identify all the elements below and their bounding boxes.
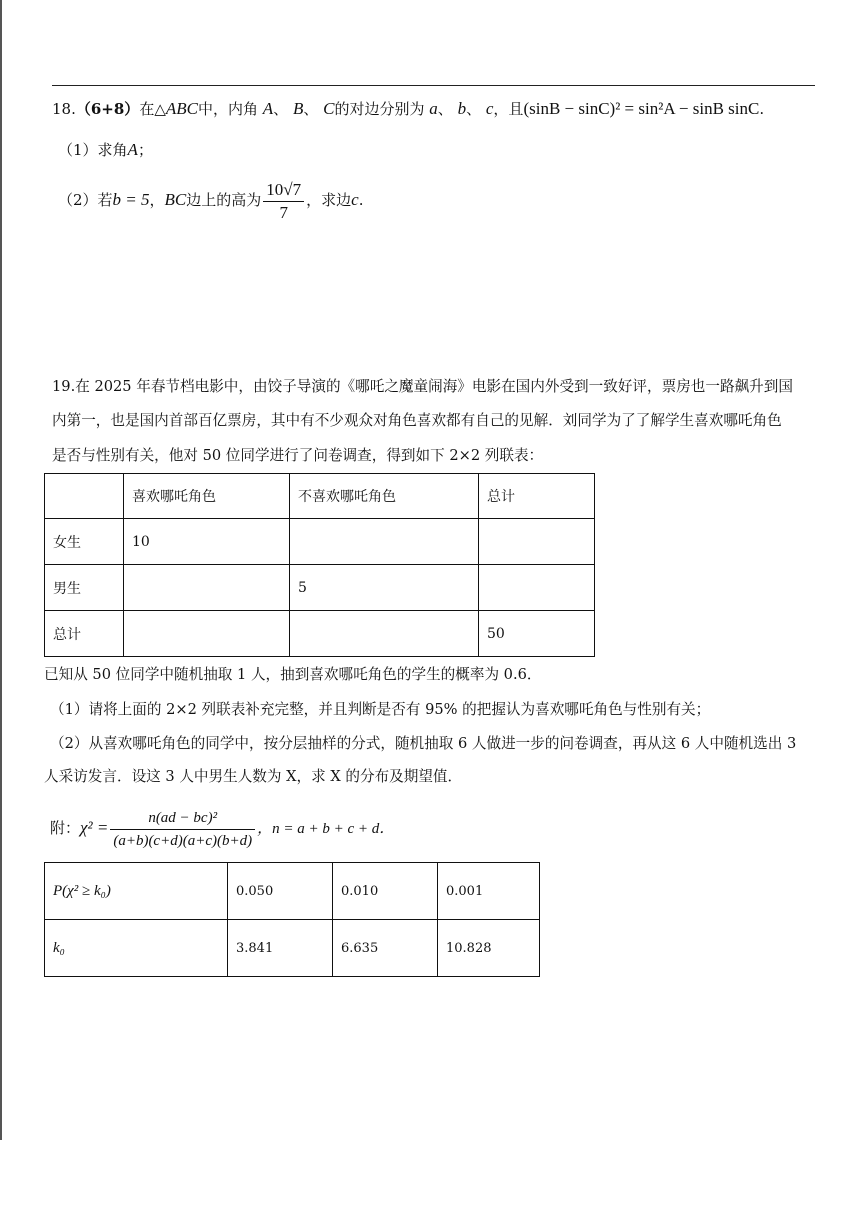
q18-part2-seg: BC [164,190,187,209]
q19-appendix [50,806,394,852]
q18-part2-label: （2）若 [58,191,113,209]
table-cell [45,474,124,519]
q18-part2-var: c [351,190,359,209]
table-cell: 3.841 [228,920,333,977]
table-row [45,863,540,920]
q18-sep3: 、 [437,100,453,118]
q18-part2-cond: b = 5 [112,190,150,209]
table-cell: 10 [124,519,290,565]
q18-part2 [58,178,363,224]
q18-height-fraction [263,179,304,224]
q18-text-a: 在△ [139,100,166,118]
table-cell [290,611,479,657]
contingency-table [44,473,595,657]
table-cell: 女生 [45,519,124,565]
table-cell [124,565,290,611]
table-cell: P(χ² ≥ k₀) [45,863,228,920]
n-definition: ，n = a + b + c + d． [257,821,395,837]
table-cell [290,519,479,565]
q18-part1-label: （1）求角 [58,141,128,159]
q18-part2-end: . [358,191,364,209]
chi-square-numerator: n(ad − bc)² [110,807,255,830]
table-cell: 0.010 [333,863,438,920]
table-cell: 总计 [45,611,124,657]
table-cell: 总计 [479,474,595,519]
table-cell: 10.828 [438,920,540,977]
table-cell: 喜欢哪吒角色 [124,474,290,519]
table-cell [479,565,595,611]
q19-part2-line1: （2）从喜欢哪吒角色的同学中，按分层抽样的分式，随机抽取 6 人做进一步的问卷调查，再从这 6 人中随机选出 3 [50,735,797,752]
q18-part2-text: 边上的高为 [186,191,262,209]
table-row [45,565,595,611]
q19-known: 已知从 50 位同学中随机抽取 1 人，抽到喜欢哪吒角色的学生的概率为 0.6． [44,666,542,683]
q18-angle-b: B [292,99,304,118]
q18-score: （6+8） [75,100,140,118]
q18-sep1: 、 [273,100,289,118]
table-cell [479,519,595,565]
table-cell: k₀ [45,920,228,977]
chi-square-lhs: χ² = [80,818,109,837]
q19-part1: （1）请将上面的 2×2 列联表补充完整，并且判断是否有 95% 的把握认为喜欢哪吒角色与性别有关； [50,701,711,718]
q18-side-b: b [457,99,467,118]
q18-frac-num: 10√7 [263,179,304,202]
q19-part2-line2: 人采访发言．设这 3 人中男生人数为 X，求 X 的分布及期望值． [44,768,463,785]
q18-text-b: 中，内角 [197,100,258,118]
table-row [45,519,595,565]
q19-line3: 是否与性别有关，他对 50 位同学进行了问卷调查，得到如下 2×2 列联表： [52,447,544,464]
table-cell: 0.001 [438,863,540,920]
q18-sep4: 、 [466,100,482,118]
q18-text-c: 的对边分别为 [334,100,425,118]
table-cell: 不喜欢哪吒角色 [290,474,479,519]
q18-side-a: a [429,99,438,118]
q18-angle-c: C [323,99,335,118]
critical-value-table [44,862,540,977]
q18-number: 18. [52,100,76,118]
q18-side-c: c [485,99,494,118]
q18-part1 [58,139,153,161]
q18-text-d: ，且 [493,100,524,118]
page-left-border [0,0,2,1140]
q18-part1-var: A [127,140,138,159]
chi-square-denominator: (a+b)(c+d)(a+c)(b+d) [113,832,253,849]
q19-line2: 内第一，也是国内首部百亿票房，其中有不少观众对角色喜欢都有自己的见解．刘同学为了了解学生喜欢哪吒角色 [52,412,782,429]
table-cell [124,611,290,657]
q18-triangle: ABC [165,99,198,118]
q18-end: . [759,100,765,118]
table-row [45,611,595,657]
q18-angle-a: A [262,99,274,118]
table-row [45,474,595,519]
q18-sep2: 、 [303,100,319,118]
q18-stem [52,98,764,120]
q18-equation: (sinB − sinC)² = sin²A − sinB sinC [523,99,760,118]
chi-square-fraction [110,807,255,852]
appendix-label: 附： [50,819,81,837]
q18-part2-mid: ， [149,191,165,209]
q19-line1: 19.在 2025 年春节档电影中，由饺子导演的《哪吒之魔童闹海》电影在国内外受到一致好评，票房也一路飙升到国 [52,378,793,395]
table-cell: 0.050 [228,863,333,920]
top-divider [52,85,815,86]
table-row [45,920,540,977]
table-cell: 5 [290,565,479,611]
q18-frac-den: 7 [279,202,288,222]
table-cell: 6.635 [333,920,438,977]
q18-part2-ask: ，求边 [306,191,352,209]
q18-part1-end: ； [137,141,153,159]
table-cell: 50 [479,611,595,657]
table-cell: 男生 [45,565,124,611]
